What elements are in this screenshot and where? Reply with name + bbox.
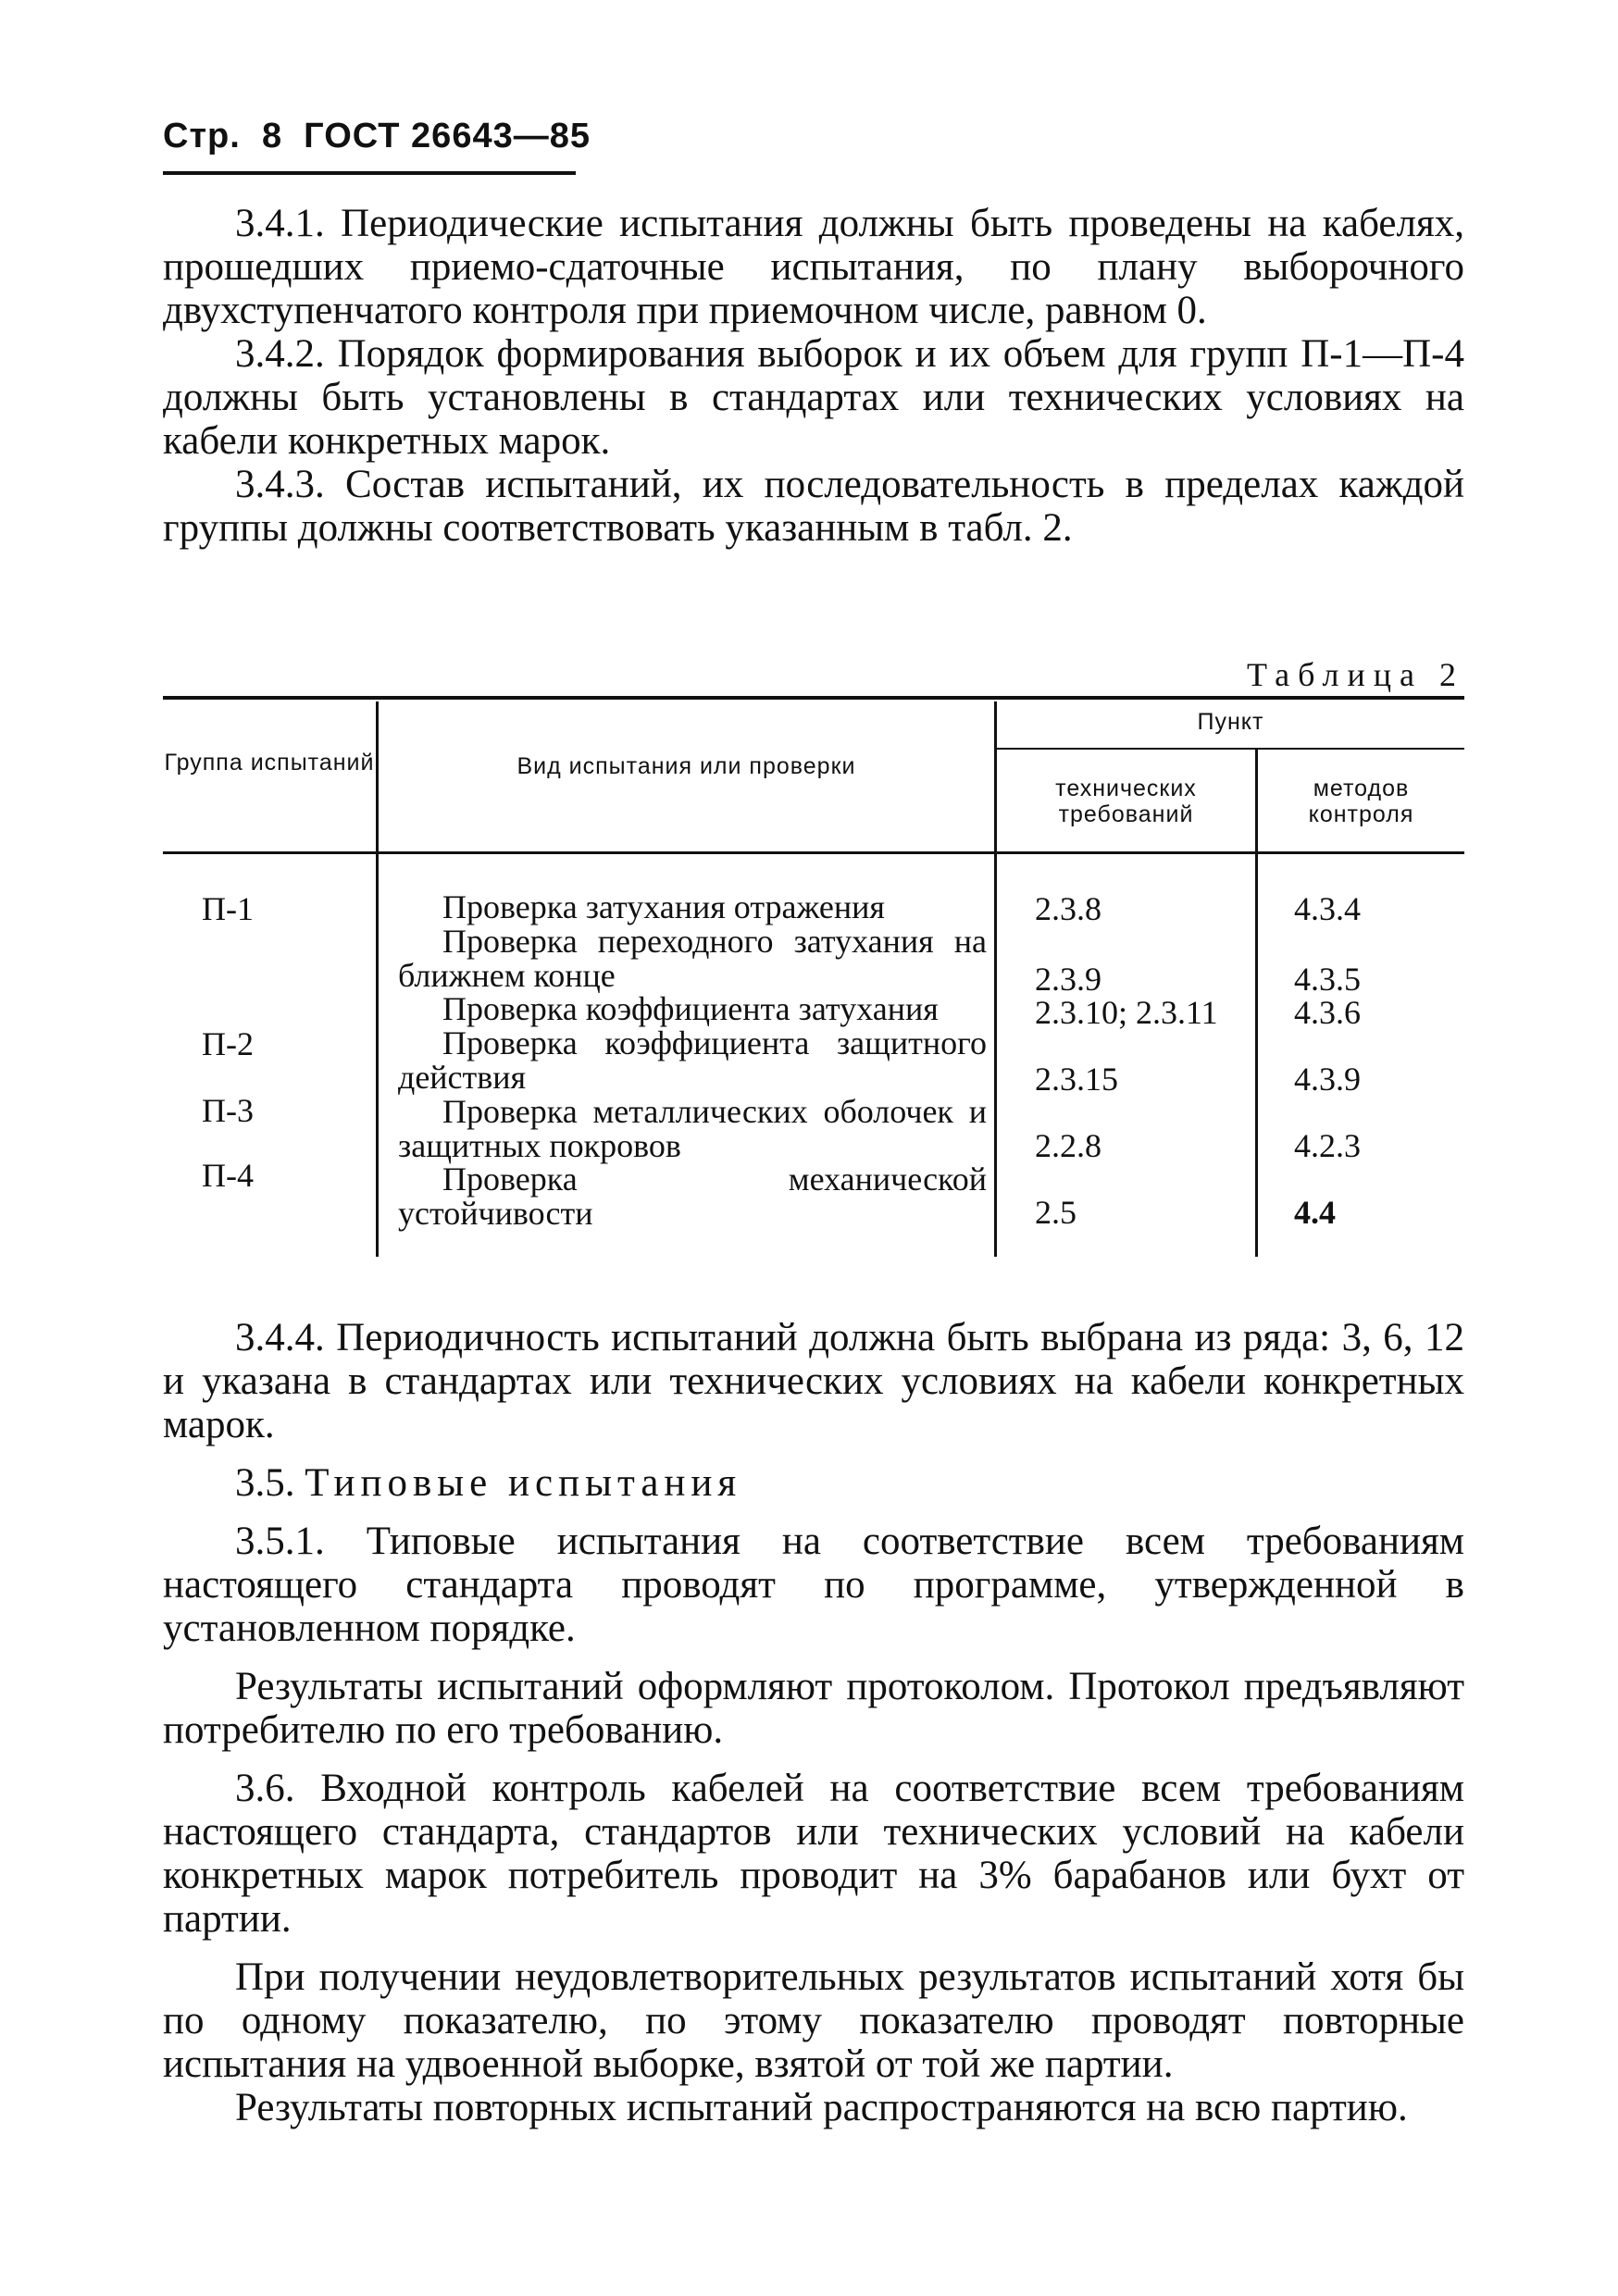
tech-req-value: 2.3.8 [1035,890,1101,927]
test-item: Проверка затухания отражения [442,888,885,925]
paragraph-3-4-3: 3.4.3. Состав испытаний, их последовательность в пределах каждой группы должны соответствовать указанным в табл. 2. [163,463,1464,550]
clause-subheader-rule [996,748,1464,750]
test-item: Проверка коэффициента защитного действия [398,1024,987,1096]
th-group: Группа испытаний [164,750,375,776]
test-list [398,890,987,1231]
bottom-paragraphs [163,1316,1464,2129]
tech-req-value: 2.3.10; 2.3.11 [1035,994,1218,1031]
th-tech-req: технических требований [1055,776,1197,827]
paragraph-3-4-2: 3.4.2. Порядок формирования выборок и их объем для групп П-1—П-4 должны быть установлены в стандартах или технических условиях на кабели конкретных марок. [163,332,1464,463]
paragraph-retest-results: Результаты повторных испытаний распространяются на всю партию. [235,2086,1408,2129]
group-p4: П-4 [202,1157,254,1194]
table-col-divider-1 [376,701,379,1257]
paragraph-3-4-1: 3.4.1. Периодические испытания должны быть проведены на кабелях, прошедших приемо-сдаточные испытания, по плану выборочного двухступенчатого контроля при приемочном числе, равном 0. [163,202,1464,332]
paragraph-results: Результаты испытаний оформляют протоколом. Протокол предъявляют потребителю по его требованию. [163,1665,1464,1752]
tech-req-value: 2.3.15 [1035,1061,1118,1098]
group-p2: П-2 [202,1025,254,1062]
table-caption: Таблица 2 [1247,656,1464,693]
group-p3: П-3 [202,1092,254,1129]
table-top-rule [163,696,1464,700]
test-item: Проверка коэффициента затухания [442,990,939,1028]
test-item: Проверка металлических оболочек и защитных покровов [398,1092,987,1164]
test-item: Проверка переходного затухания на ближнем конце [398,922,987,994]
section-number: 3.5. [235,1461,295,1505]
th-clause: Пункт [1197,709,1264,735]
method-value: 4.3.6 [1294,994,1361,1031]
method-value: 4.3.5 [1294,961,1361,998]
paragraph-retest: При получении неудовлетворительных результатов испытаний хотя бы по одному показателю, по этому показателю проводят повторные испытания на удвоенной выборке, взятой от той же партии. [163,1955,1464,2086]
top-paragraphs [163,202,1464,550]
method-value: 4.4 [1294,1194,1336,1231]
table-2 [163,696,1464,1257]
header-bottom-rule [163,851,1464,854]
tech-req-value: 2.2.8 [1035,1127,1101,1164]
paragraph-3-4-4: 3.4.4. Периодичность испытаний должна быть выбрана из ряда: 3, 6, 12 и указана в стандартах или технических условиях на кабели конкретных марок. [163,1316,1464,1446]
section-title: Типовые испытания [305,1461,742,1505]
th-methods: методов контроля [1308,776,1414,827]
method-value: 4.2.3 [1294,1127,1361,1164]
test-item: Проверка механической устойчивости [398,1160,987,1233]
tech-req-value: 2.5 [1035,1194,1077,1231]
paragraph-3-6: 3.6. Входной контроль кабелей на соответствие всем требованиям настоящего стандарта, стандартов или технических условий на кабели конкретных марок потребитель проводит на 3% барабанов или бухт от партии. [163,1767,1464,1941]
method-value: 4.3.9 [1294,1061,1361,1098]
section-heading-3-5 [163,1461,1464,1505]
paragraph-3-5-1: 3.5.1. Типовые испытания на соответствие всем требованиям настоящего стандарта проводят по программе, утвержденной в установленном порядке. [163,1520,1464,1650]
page-header: Стр. 8 ГОСТ 26643—85 [163,117,591,155]
th-test-type: Вид испытания или проверки [517,753,856,779]
header-rule [163,171,576,175]
group-p1: П-1 [202,890,254,927]
tech-req-value: 2.3.9 [1035,961,1101,998]
method-value: 4.3.4 [1294,890,1361,927]
